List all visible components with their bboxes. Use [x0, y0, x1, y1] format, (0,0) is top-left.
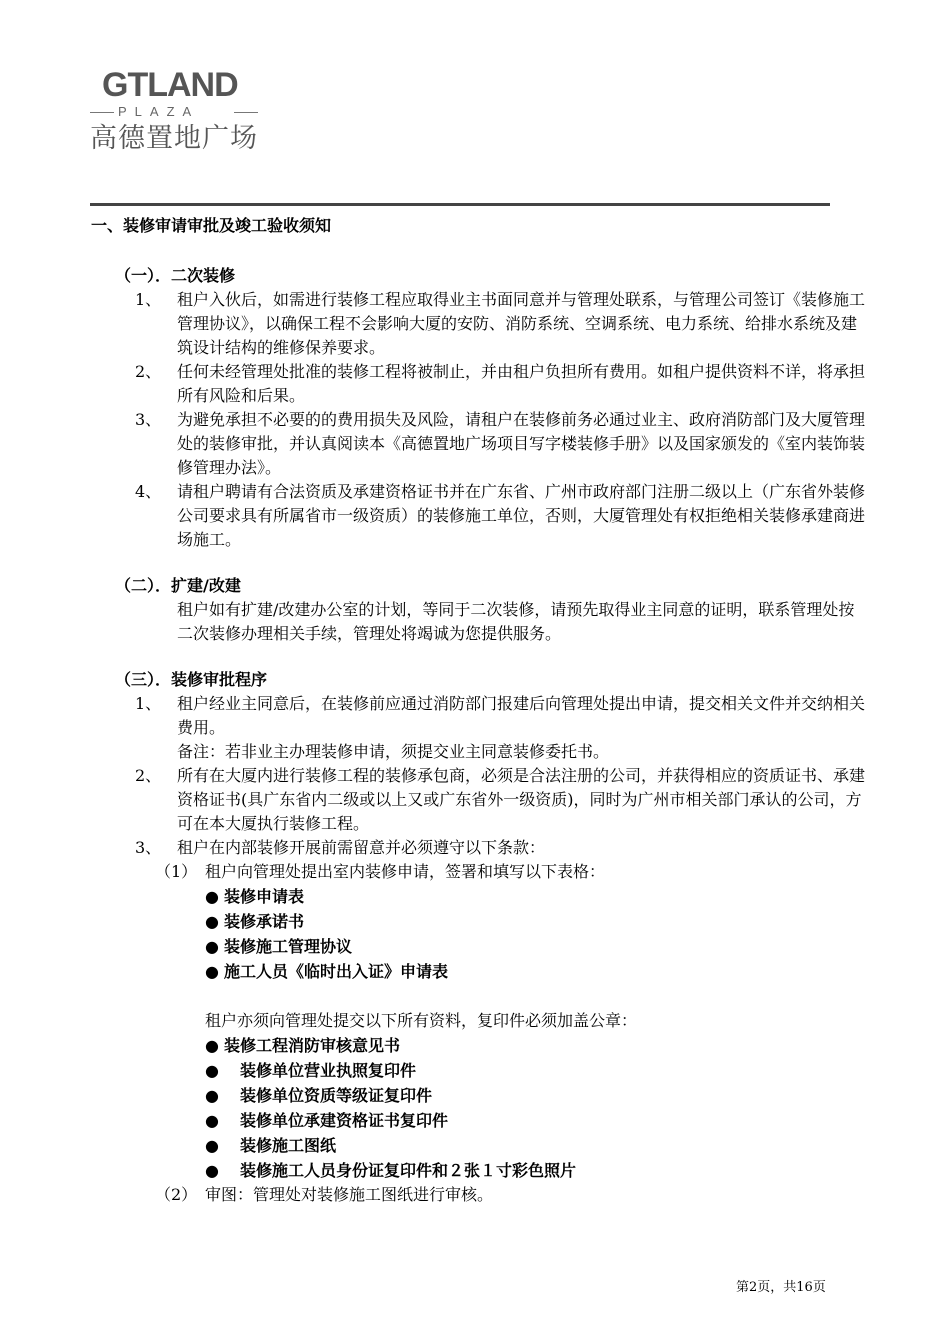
- document-body: [91, 210, 866, 1207]
- header-divider: [90, 203, 830, 206]
- form-item: ● 装修承诺书: [205, 912, 305, 931]
- docs-intro: 租户亦须向管理处提交以下所有资料，复印件必须加盖公章：: [205, 1011, 638, 1030]
- section-3-heading: （三）．装修审批程序: [115, 670, 268, 689]
- section-1-item-1: 1、 租户入伙后，如需进行装修工程应取得业主书面同意并与管理处联系，与管理公司签订《装修施工管理协议》，以确保工程不会影响大厦的安防、消防系统、空调系统、电力系统、给排水系统及建筑设计结构的维修保养要求。: [135, 290, 866, 357]
- page-title: 一、装修审请审批及竣工验收须知: [91, 216, 332, 235]
- logo-subtitle: [90, 104, 258, 120]
- logo-plaza-text: PLAZA: [118, 104, 200, 119]
- section-3-note: 备注：若非业主办理装修申请，须提交业主同意装修委托书。: [177, 742, 610, 761]
- logo-english: GTLAND: [102, 66, 238, 104]
- section-3-sub-2: （2） 审图：管理处对装修施工图纸进行审核。: [155, 1185, 494, 1204]
- page-number: 第2页，共16页: [736, 1280, 826, 1295]
- doc-item: ● 装修单位资质等级证复印件: [205, 1086, 433, 1105]
- section-3-sub-1: （1） 租户向管理处提出室内装修申请，签署和填写以下表格：: [155, 862, 606, 881]
- form-item: ● 装修施工管理协议: [205, 937, 353, 956]
- logo-chinese: 高德置地广场: [90, 123, 258, 154]
- doc-item: ● 装修工程消防审核意见书: [205, 1036, 401, 1055]
- doc-item: ● 装修施工人员身份证复印件和２张１寸彩色照片: [205, 1161, 577, 1180]
- section-1-item-3: 3、 为避免承担不必要的的费用损失及风险，请租户在装修前务必通过业主、政府消防部门及大厦管理处的装修审批，并认真阅读本《高德置地广场项目写字楼装修手册》以及国家颁发的《室内装饰装修管理办法》。: [135, 410, 866, 477]
- section-1-heading: （一）．二次装修: [115, 266, 236, 285]
- doc-item: ● 装修施工图纸: [205, 1136, 337, 1155]
- doc-item: ● 装修单位营业执照复印件: [205, 1061, 417, 1080]
- form-item: ● 施工人员《临时出入证》申请表: [205, 962, 449, 981]
- doc-item: ● 装修单位承建资格证书复印件: [205, 1111, 449, 1130]
- form-item: ● 装修申请表: [205, 887, 305, 906]
- section-3-item-3: 3、 租户在内部装修开展前需留意并必须遵守以下条款：: [135, 838, 546, 857]
- section-3-item-2: 2、 所有在大厦内进行装修工程的装修承包商，必须是合法注册的公司，并获得相应的资质证书、承建资格证书(具广东省内二级或以上又或广东省外一级资质)，同时为广州市相关部门承认的公司，方可在本大厦执行装修工程。: [135, 766, 866, 833]
- section-1-item-2: 2、 任何未经管理处批准的装修工程将被制止，并由租户负担所有费用。如租户提供资料不详，将承担所有风险和后果。: [135, 362, 866, 405]
- section-3-item-1: 1、 租户经业主同意后，在装修前应通过消防部门报建后向管理处提出申请，提交相关文件并交纳相关费用。: [135, 694, 866, 737]
- section-2-text: 租户如有扩建/改建办公室的计划，等同于二次装修，请预先取得业主同意的证明，联系管理处按二次装修办理相关手续，管理处将竭诚为您提供服务。: [177, 600, 855, 643]
- section-2-heading: （二）．扩建/改建: [115, 576, 241, 595]
- section-1-item-4: 4、 请租户聘请有合法资质及承建资格证书并在广东省、广州市政府部门注册二级以上（广东省外装修公司要求具有所属省市一级资质）的装修施工单位，否则，大厦管理处有权拒绝相关装修承建商进场施工。: [135, 482, 866, 549]
- company-logo: [90, 68, 270, 155]
